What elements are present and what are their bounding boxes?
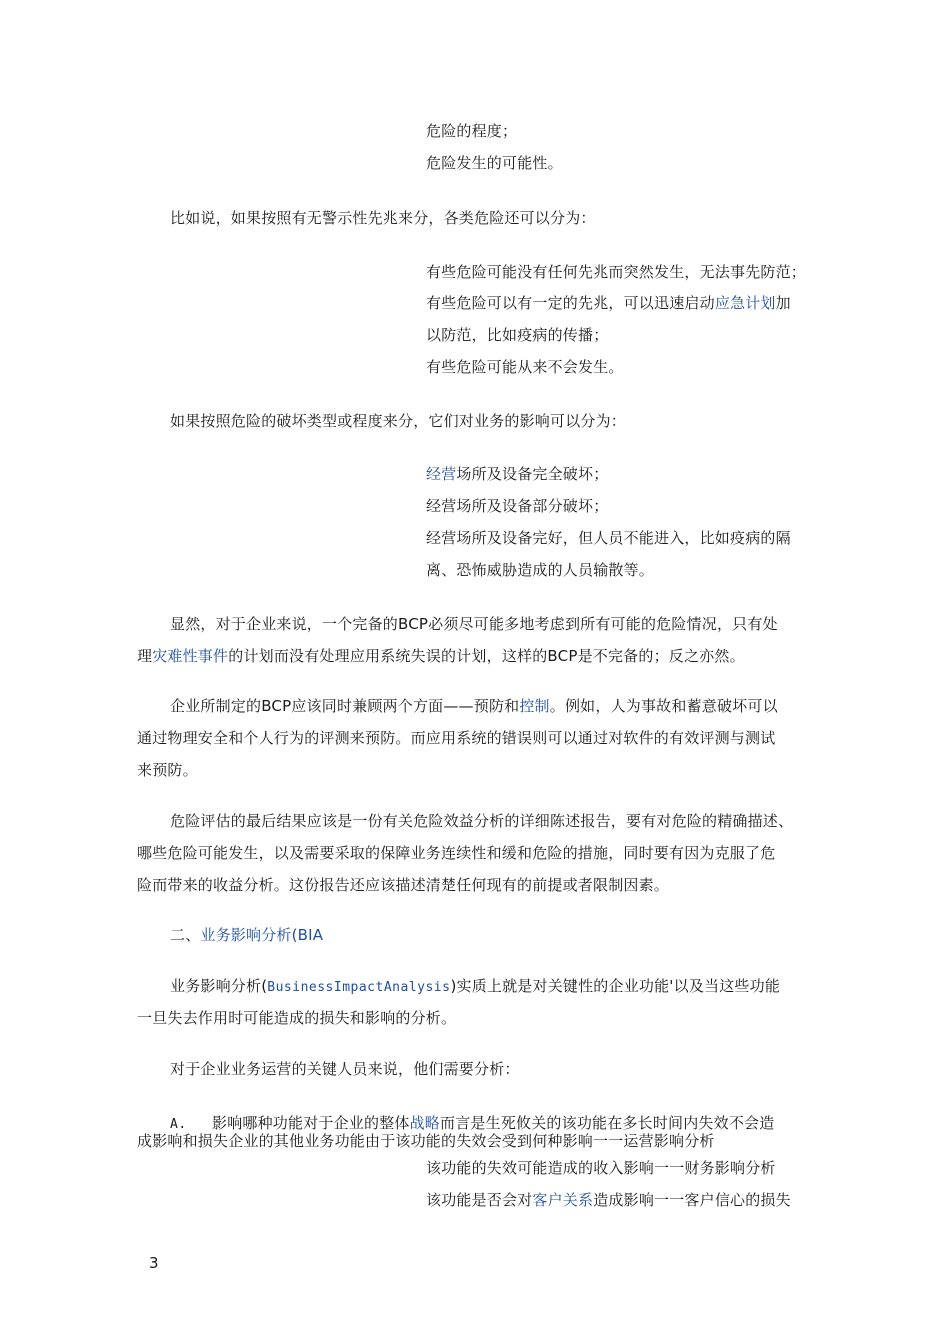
customer-relations-link[interactable]: 客户关系 [532, 1191, 594, 1209]
list-item: 有些危险可能从来不会发生。 [426, 358, 624, 376]
text-run: 而言是生死攸关的该功能在多长时间内失效不会造 [440, 1114, 775, 1132]
section-heading [170, 925, 323, 945]
paragraph-line [170, 976, 780, 998]
paragraph-line: 危险评估的最后结果应该是一份有关危险效益分析的详细陈述报告，要有对危险的精确描述、 [170, 812, 794, 830]
list-item: 有些危险可能没有任何先兆而突然发生，无法事先防范； [426, 263, 807, 281]
paragraph-line: 显然，对于企业来说，一个完备的BCP必须尽可能多地考虑到所有可能的危险情况，只有处 [170, 615, 778, 633]
item-a-subitem [426, 1190, 791, 1210]
item-a-subitem: 该功能的失效可能造成的收入影响一一财务影响分析 [426, 1159, 776, 1177]
text-run: 的计划而没有处理应用系统失误的计划，这样的BCP是不完备的；反之亦然。 [228, 647, 745, 665]
paragraph-intro: 如果按照危险的破坏类型或程度来分，它们对业务的影响可以分为： [170, 412, 627, 430]
item-a-line: 成影响和损失企业的其他业务功能由于该功能的失效会受到何种影响一一运营影响分析 [137, 1132, 715, 1150]
risk-factor-item: 危险的程度； [426, 122, 518, 140]
list-item-continuation: 以防范，比如疫病的传播； [426, 326, 609, 344]
paragraph-line: 一旦失去作用时可能造成的损失和影响的分析。 [137, 1009, 457, 1027]
strategy-link[interactable]: 战略 [409, 1114, 441, 1132]
text-run: 影响哪种功能对于企业的整体 [212, 1114, 410, 1132]
text-run: 理 [137, 647, 153, 665]
text-run: 造成影响一一客户信心的损失 [593, 1191, 791, 1209]
paragraph-line [170, 696, 778, 716]
paragraph-line: 来预防。 [137, 761, 198, 779]
text-run: 有些危险可以有一定的先兆，可以迅速启动 [426, 294, 715, 312]
list-item [426, 464, 608, 484]
paragraph-line: 险而带来的收益分析。这份报告还应该描述清楚任何现有的前提或者限制因素。 [137, 876, 670, 894]
paragraph-line: 哪些危险可能发生，以及需要采取的保障业务连续性和缓和危险的措施，同时要有因为克服了危 [137, 844, 776, 862]
disaster-event-link[interactable]: 灾难性事件 [152, 647, 229, 665]
text-run: 该功能是否会对 [426, 1191, 533, 1209]
emergency-plan-link[interactable]: 应急计划 [714, 294, 776, 312]
list-item-continuation: 离、恐怖威胁造成的人员输散等。 [426, 561, 655, 579]
list-item [426, 293, 791, 313]
text-run: 企业所制定的BCP应该同时兼顾两个方面——预防和 [170, 697, 520, 715]
item-marker: A. [170, 1117, 187, 1132]
text-run: 。例如，人为事故和蓄意破坏可以 [549, 697, 778, 715]
paragraph-line: 对于企业业务运营的关键人员来说，他们需要分析： [170, 1060, 520, 1078]
paragraph-line [137, 646, 745, 666]
paragraph-line: 通过物理安全和个人行为的评测来预防。而应用系统的错误则可以通过对软件的有效评测与测试 [137, 729, 776, 747]
bia-english-link[interactable]: BusinessImpactAnalysis [267, 980, 451, 995]
section-prefix: 二、 [170, 926, 201, 944]
control-link[interactable]: 控制 [519, 697, 550, 715]
paragraph-intro: 比如说，如果按照有无警示性先兆来分，各类危险还可以分为： [170, 209, 596, 227]
section-suffix: (BIA [291, 926, 324, 944]
list-item: 经营场所及设备部分破坏； [426, 497, 609, 515]
risk-factor-item: 危险发生的可能性。 [426, 154, 563, 172]
bia-link[interactable]: 业务影响分析 [200, 926, 292, 944]
text-run: 场所及设备完全破坏； [456, 465, 609, 483]
text-run: 业务影响分析( [170, 977, 268, 995]
page-number: 3 [149, 1254, 159, 1272]
list-item: 经营场所及设备完好，但人员不能进入，比如疫病的隔 [426, 529, 791, 547]
text-run: )实质上就是对关键性的企业功能'以及当这些功能 [450, 977, 781, 995]
operation-link[interactable]: 经营 [426, 465, 457, 483]
text-run: 加 [775, 294, 791, 312]
